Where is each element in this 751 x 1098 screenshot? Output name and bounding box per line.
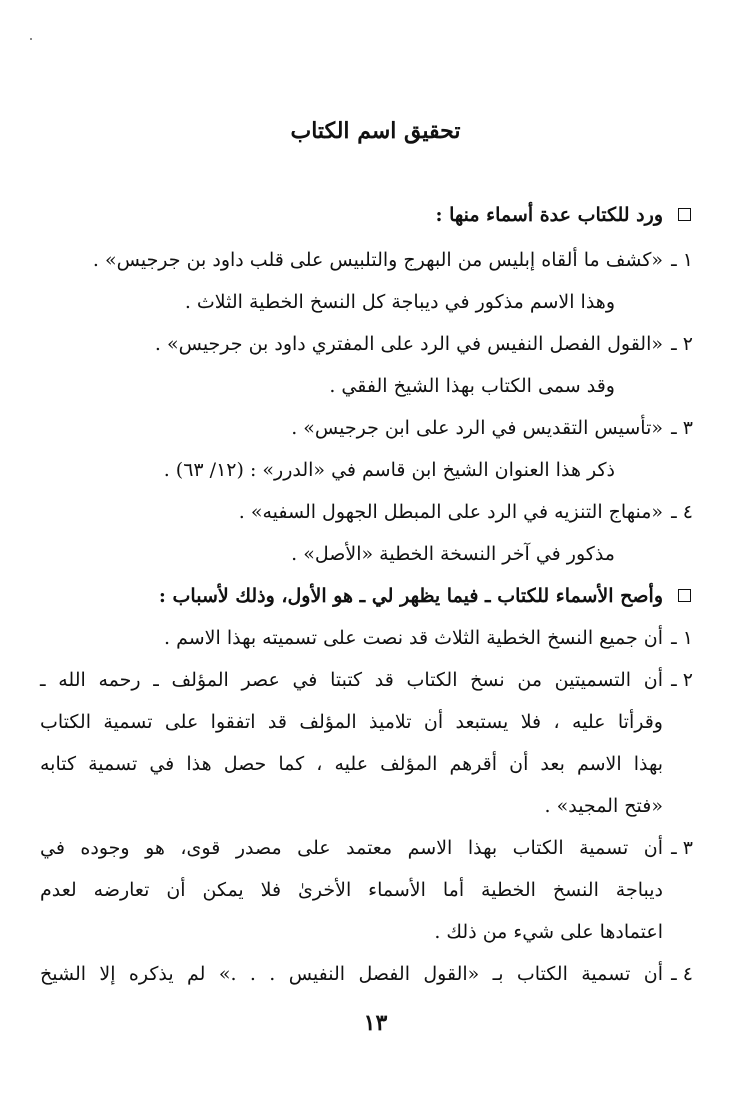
item-number: ٣ ـ: [671, 417, 693, 439]
item-title: «كشف ما ألقاه إبليس من البهرج والتلبيس على قلب داود بن جرجيس» .: [92, 249, 663, 271]
square-bullet-icon: [678, 589, 691, 602]
item-number: ٢ ـ: [671, 333, 693, 355]
section2-heading: وأصح الأسماء للكتاب ـ فيما يظهر لي ـ هو الأول، وذلك لأسباب :: [158, 585, 663, 607]
section1-heading: ورد للكتاب عدة أسماء منها :: [435, 204, 663, 226]
page-title: تحقيق اسم الكتاب: [290, 118, 461, 144]
item-note: ذكر هذا العنوان الشيخ ابن قاسم في «الدرر» : (١٢/ ٦٣) .: [163, 459, 615, 481]
reason-line: ديباجة النسخ الخطية أما الأسماء الأخرىٰ فلا يمكن أن تعارضه لعدم: [40, 879, 663, 901]
reason-line: بهذا الاسم بعد أن أقرهم المؤلف عليه ، كما حصل هذا في تسمية كتابه: [40, 753, 663, 775]
scan-mark: [30, 38, 32, 40]
item-note: مذكور في آخر النسخة الخطية «الأصل» .: [291, 543, 615, 565]
reason-line: أن تسمية الكتاب بـ «القول الفصل النفيس . . .» لم يذكره إلا الشيخ: [40, 963, 663, 985]
item-title: «تأسيس التقديس في الرد على ابن جرجيس» .: [291, 417, 663, 439]
reason-line: اعتمادها على شيء من ذلك .: [434, 921, 663, 943]
reason-number: ١ ـ: [671, 627, 693, 649]
item-number: ٤ ـ: [671, 501, 693, 523]
reason-number: ٢ ـ: [671, 669, 693, 691]
reason-line: «فتح المجيد» .: [544, 795, 663, 817]
reason-line: أن التسميتين من نسخ الكتاب قد كتبتا في عصر المؤلف ـ رحمه الله ـ: [40, 669, 663, 691]
reason-number: ٤ ـ: [671, 963, 693, 985]
reason-line: أن جميع النسخ الخطية الثلاث قد نصت على تسميته بهذا الاسم .: [164, 627, 663, 649]
reason-line: وقرأتا عليه ، فلا يستبعد أن تلاميذ المؤلف قد اتفقوا على تسمية الكتاب: [40, 711, 663, 733]
item-number: ١ ـ: [671, 249, 693, 271]
square-bullet-icon: [678, 208, 691, 221]
item-title: «منهاج التنزيه في الرد على المبطل الجهول السفيه» .: [238, 501, 663, 523]
reason-line: أن تسمية الكتاب بهذا الاسم معتمد على مصدر قوى، هو وجوده في: [40, 837, 663, 859]
item-note: وقد سمى الكتاب بهذا الشيخ الفقي .: [329, 375, 615, 397]
reason-number: ٣ ـ: [671, 837, 693, 859]
page-number: ١٣: [363, 1010, 388, 1036]
item-title: «القول الفصل النفيس في الرد على المفتري داود بن جرجيس» .: [154, 333, 663, 355]
item-note: وهذا الاسم مذكور في ديباجة كل النسخ الخطية الثلاث .: [184, 291, 615, 313]
